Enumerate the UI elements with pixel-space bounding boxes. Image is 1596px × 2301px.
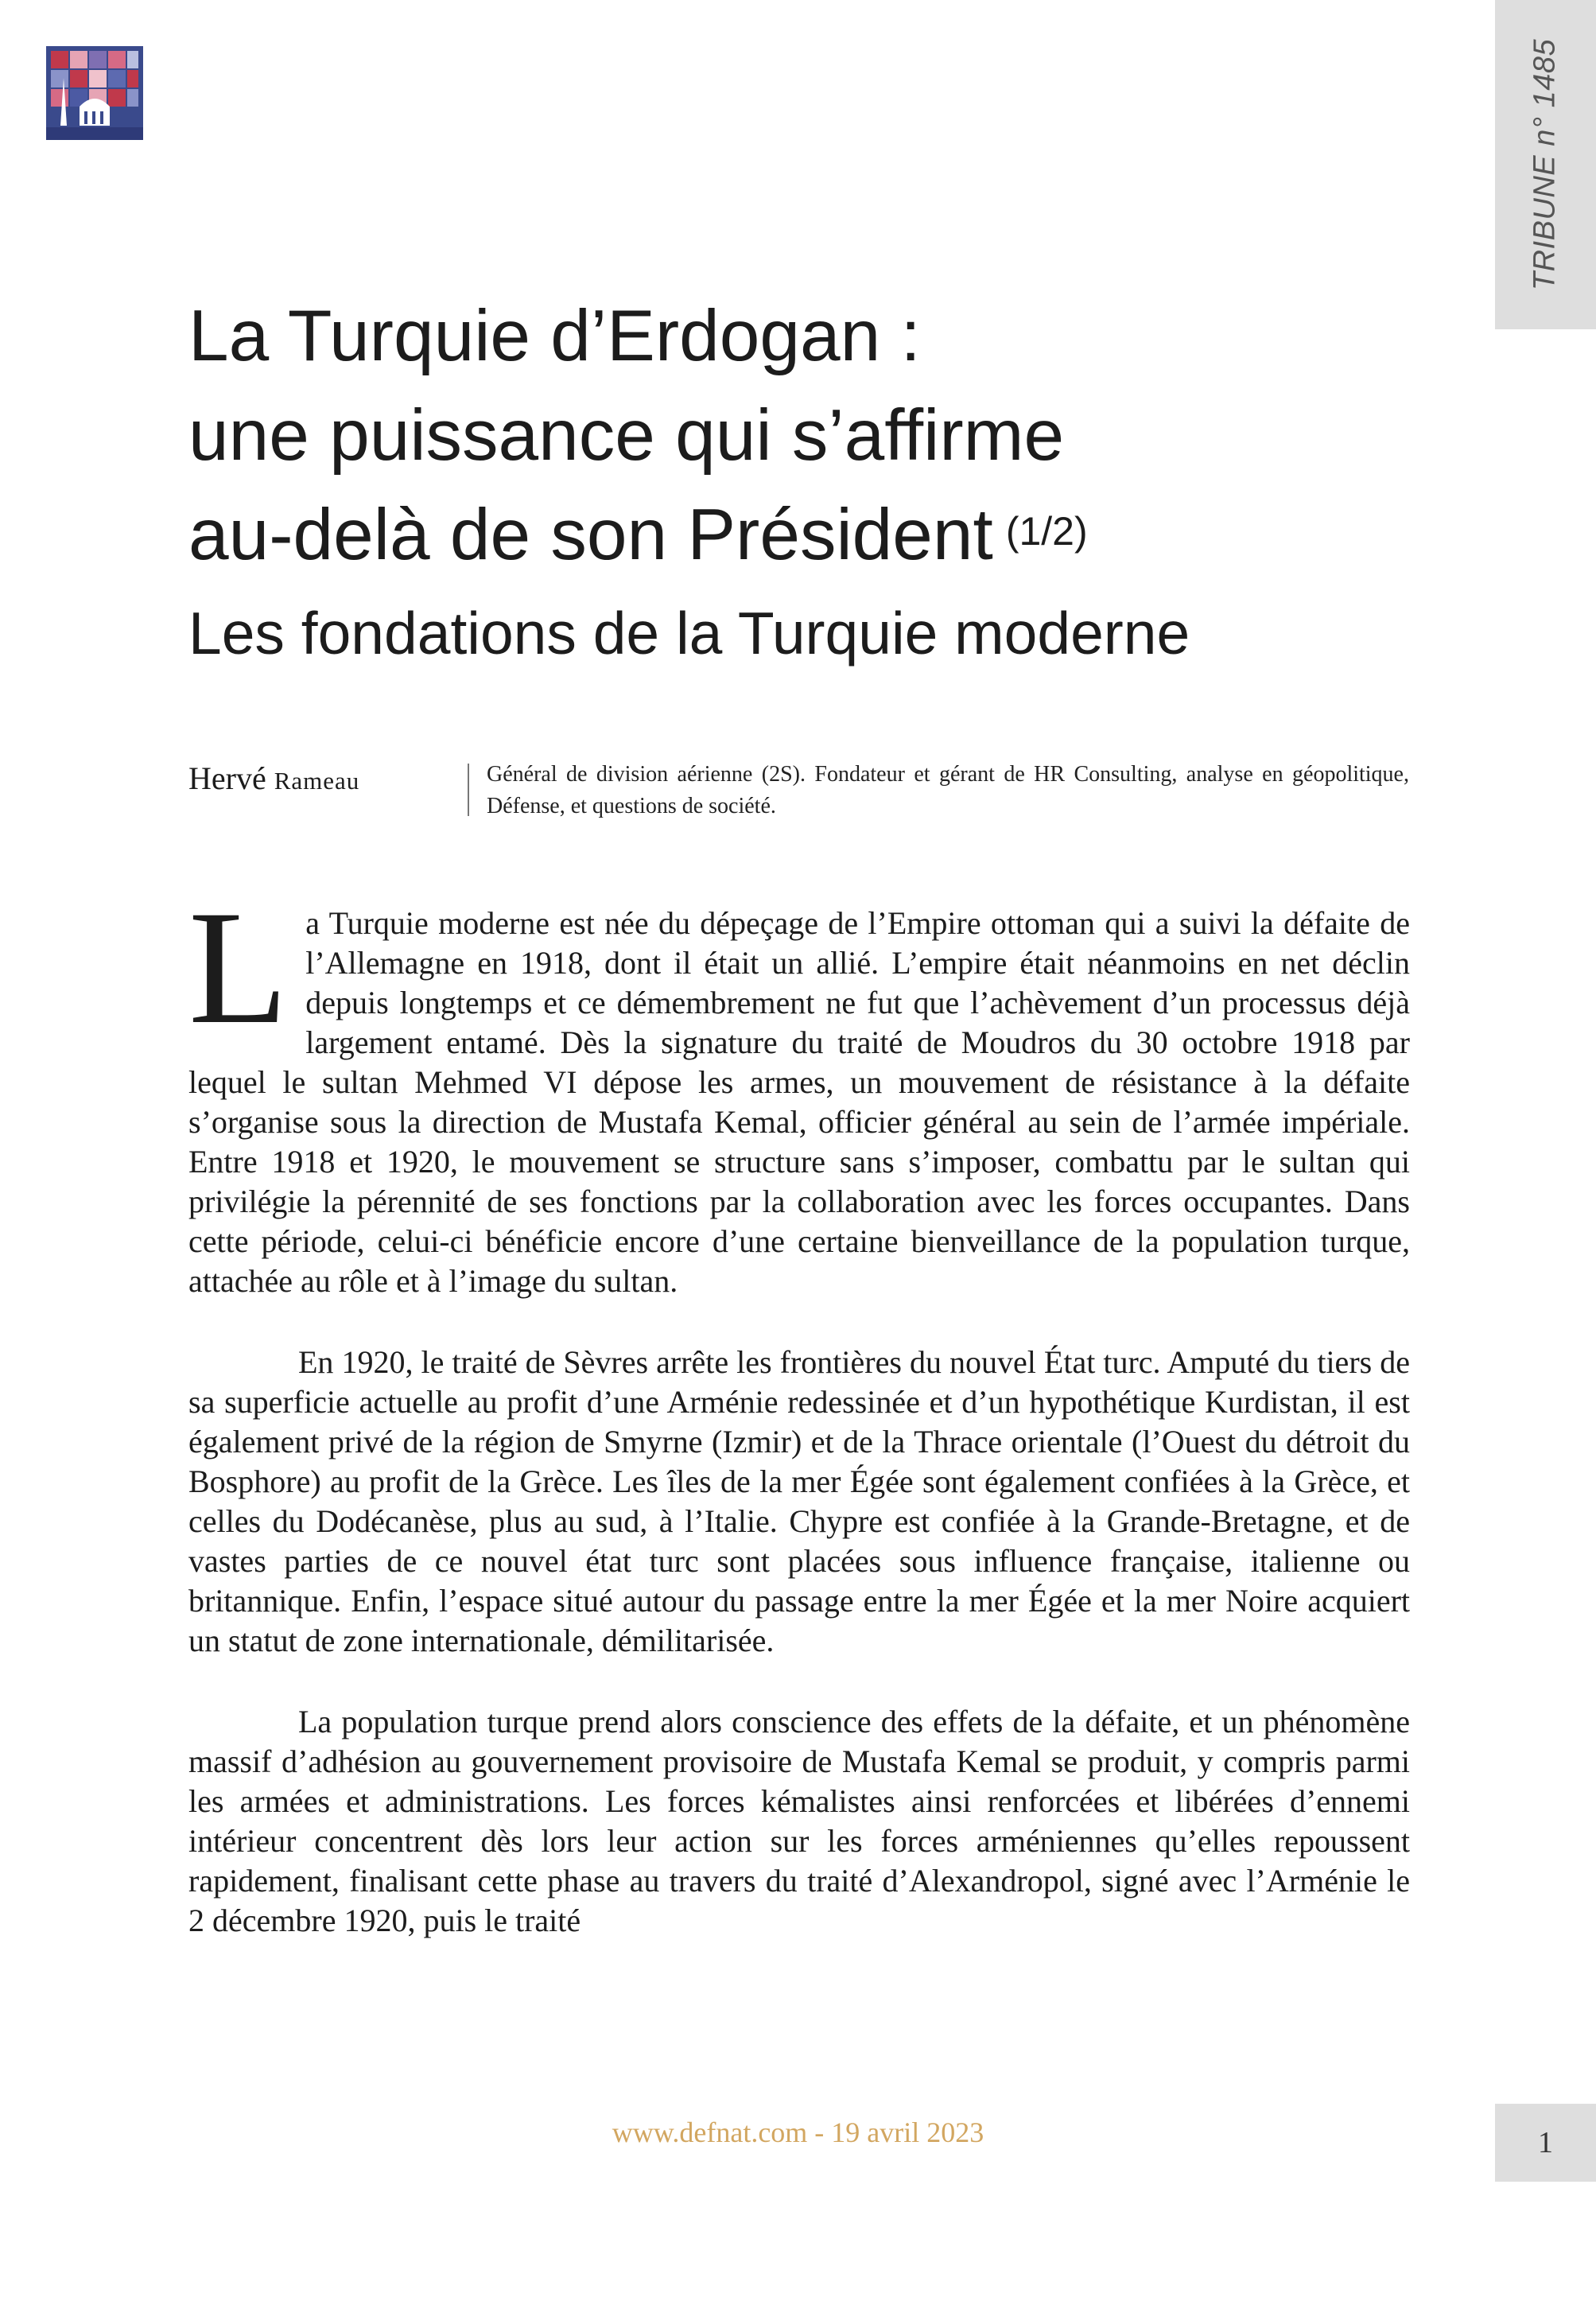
page-number-box [1495,2104,1596,2182]
issue-tab [1495,0,1596,329]
title-line-3-text: au-delà de son Président [188,495,993,575]
page-number: 1 [1538,2126,1553,2159]
author-divider [468,764,469,816]
part-marker: (1/2) [1005,509,1088,554]
drop-cap: L [188,877,289,1058]
publication-logo-icon [46,46,143,140]
article-title [188,286,1429,677]
paragraph-3: La population turque prend alors conscience des effets de la défaite, et un phénomène massif d’adhésion au gouvernement provisoire de Mustafa Kemal se produit, y compris parmi les armées et administrations. Les forces kémalistes ainsi renforcées et libérées d’ennemi intérieur concentrent dès lors leur action sur les forces arméniennes qu’elles repoussent rapidement, finalisant cette phase au travers du traité d’Alexandropol, signé avec l’Arménie le 2 décembre 1920, puis le traité [188,1704,1410,1938]
author-name [188,760,359,797]
article-subtitle: Les fondations de la Turquie moderne [188,600,1190,667]
footer-url-date: www.defnat.com - 19 avril 2023 [612,2116,984,2148]
paragraph-1-text: a Turquie moderne est née du dépeçage de l’Empire ottoman qui a suivi la défaite de l’Allemagne en 1918, dont il était un allié. L’empire était néanmoins en net déclin depuis longtemps et ce démembrement ne fut que l’achèvement d’un processus déjà largement entamé. Dès la signature du traité de Moudros du 30 octobre 1918 par lequel le sultan Mehmed VI dépose les armes, un mouvement de résistance à la défaite s’organise sous la direction de Mustafa Kemal, officier général au sein de l’armée impériale. Entre 1918 et 1920, le mouvement se structure sans s’imposer, combattu par le sultan qui privilégie la pérennité de ses fonctions par la collaboration avec les forces occupantes. Dans cette période, celui-ci bénéficie encore d’une certaine bienveillance de la population turque, attachée au rôle et à l’image du sultan. [188,905,1410,1299]
paragraph-1 [188,877,1410,1301]
author-first-name: Hervé [188,760,266,796]
issue-label: TRIBUNE n° 1485 [1528,38,1562,291]
paragraph-2: En 1920, le traité de Sèvres arrête les frontières du nouvel État turc. Amputé du tiers de sa superficie actuelle au profit d’une Arménie redessinée et d’un hypothétique Kurdistan, il est également privé de la région de Smyrne (Izmir) et de la Thrace orientale (l’Ouest du détroit du Bosphore) au profit de la Grèce. Les îles de la mer Égée sont également confiées à la Grèce, et celles du Dodécanèse, plus au sud, à l’Italie. Chypre est confiée à la Grande-Bretagne, et de vastes parties de ce nouvel état turc sont placées sous influence française, italienne ou britannique. Enfin, l’espace situé autour du passage entre la mer Égée et la mer Noire acquiert un statut de zone internationale, démilitarisée. [188,1344,1410,1658]
author-last-name: Rameau [274,767,360,795]
title-line-3 [188,485,1429,585]
author-bio: Général de division aérienne (2S). Fondateur et gérant de HR Consulting, analyse en géopolitique, Défense, et questions de société. [487,762,1409,818]
title-line-2: une puissance qui s’affirme [188,395,1065,476]
title-line-1: La Turquie d’Erdogan : [188,296,921,376]
article-body [188,877,1410,1982]
